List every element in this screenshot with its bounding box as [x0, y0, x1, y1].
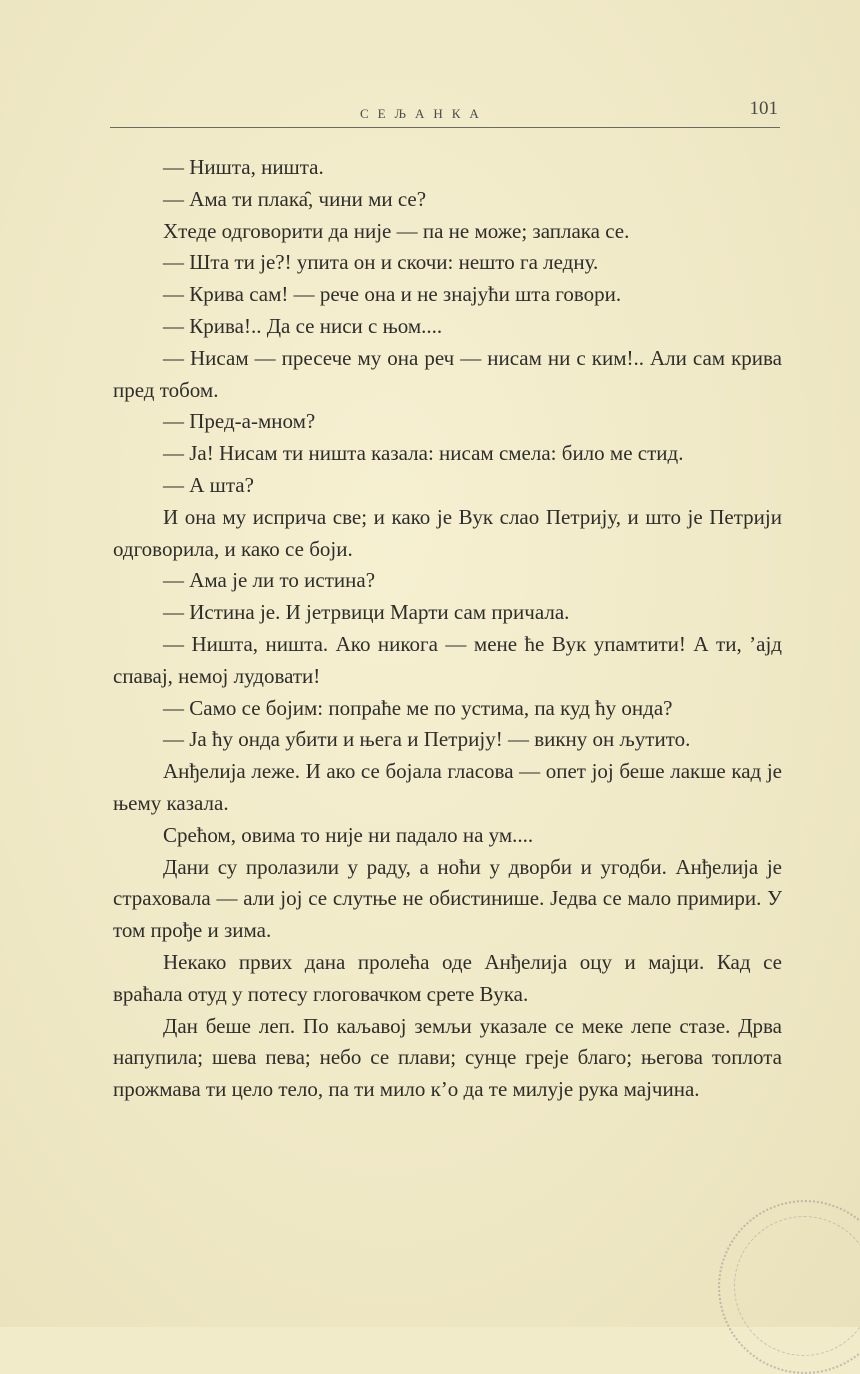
paragraph: Дани су пролазили у раду, а ноћи у дворби и угодби. Анђелија је страховала — али јој се слутње не обистинише. Једва се мало примири. У том прође и зима.	[113, 854, 782, 943]
paragraph: Анђелија леже. И ако се бојала гласова — опет јој беше лакше кад је њему казала.	[113, 759, 782, 815]
paragraph: Дан беше леп. По каљавој земљи указале се меке лепе стазе. Дрва напупила; шева пева; небо се плави; сунце греје благо; његова топлота прожмава ти цело тело, па ти мило к’о да те милује рука мајчина.	[113, 1013, 782, 1102]
paragraph: — Крива!.. Да се ниси с њом....	[163, 313, 443, 338]
stamp-inner-ring	[734, 1216, 860, 1356]
paragraph: — Ја! Нисам ти ништа казала: нисам смела: било ме стид.	[163, 441, 684, 466]
paragraph: — Само се бојим: попраће ме по устима, па куд ћу онда?	[163, 695, 673, 720]
paragraph: И она му исприча све; и како је Вук слао Петрију, и што је Петрији одговорила, и како се боји.	[113, 504, 782, 561]
paragraph: — Ама је ли то истина?	[163, 568, 376, 593]
paragraph: — Нисам — пресече му она реч — нисам ни с ким!.. Али сам крива пред тобом.	[113, 345, 782, 402]
body-text	[113, 152, 782, 1106]
running-head	[110, 98, 780, 128]
paragraph: — Ништа, ништа. Ако никога — мене ће Вук упамтити! А ти, ’ајд спавај, немој лудовати!	[113, 631, 782, 688]
paragraph: Некако првих дана пролећа оде Анђелија оцу и мајци. Кад се враћала отуд у потесу глоговачком срете Вука.	[113, 949, 782, 1006]
header-rule	[110, 127, 780, 128]
library-stamp	[718, 1200, 860, 1374]
paragraph: — А шта?	[163, 472, 254, 497]
paragraph: — Пред-а-мном?	[163, 409, 316, 434]
paragraph: Хтеде одговорити да није — па не може; заплака се.	[163, 218, 630, 243]
paragraph: — Ја ћу онда убити и њега и Петрију! — викну он љутито.	[163, 727, 691, 752]
paragraph: — Ама ти плака̑, чини ми се?	[163, 186, 427, 211]
paragraph: — Шта ти је?! упита он и скочи: нешто га ледну.	[163, 250, 599, 275]
paragraph: — Истина је. И јетрвици Марти сам причала.	[163, 600, 570, 625]
page-number: 101	[749, 98, 778, 119]
paragraph: — Ништа, ништа.	[163, 155, 324, 179]
paragraph: — Крива сам! — рече она и не знајући шта говори.	[163, 282, 622, 307]
running-title: СЕЉАНКА	[360, 106, 488, 121]
paragraph: Срећом, овима то није ни падало на ум....	[163, 822, 534, 847]
